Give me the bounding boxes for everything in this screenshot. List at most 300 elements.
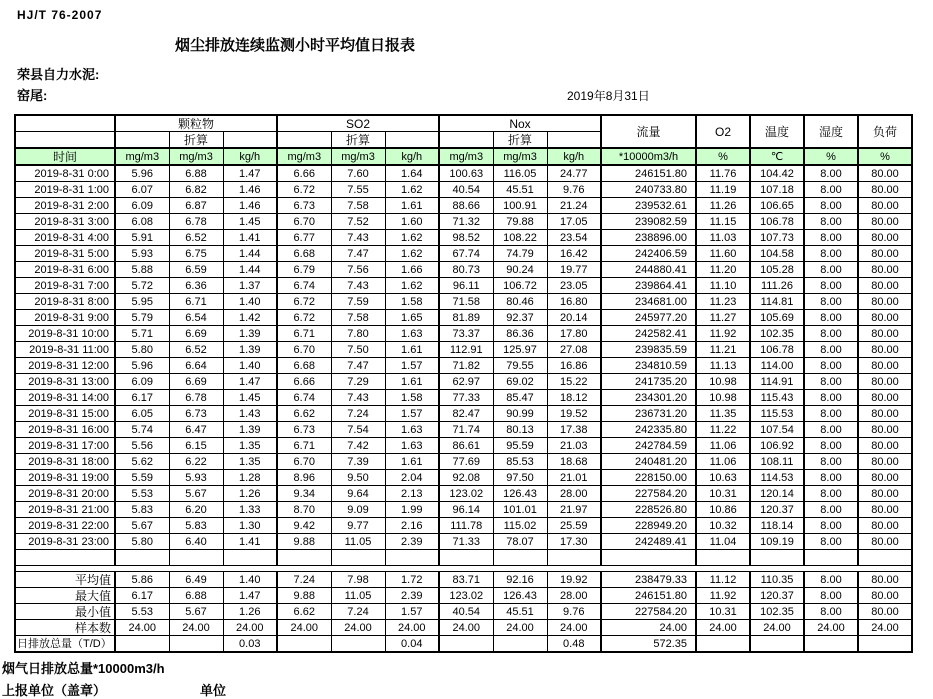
- value-cell: 6.88: [169, 588, 223, 604]
- value-cell: 112.91: [439, 342, 493, 358]
- table-row: [15, 454, 912, 470]
- value-cell: 7.39: [331, 454, 385, 470]
- value-cell: 6.74: [277, 278, 331, 294]
- value-cell: 11.27: [696, 310, 750, 326]
- separator-body: [15, 550, 912, 572]
- value-cell: 80.00: [858, 294, 912, 310]
- time-cell: 2019-8-31 13:00: [15, 374, 115, 390]
- value-cell: 109.19: [750, 534, 804, 550]
- value-cell: 6.72: [277, 182, 331, 198]
- value-cell: 8.00: [804, 454, 858, 470]
- value-cell: 71.74: [439, 422, 493, 438]
- value-cell: 6.73: [277, 422, 331, 438]
- value-cell: 1.62: [385, 182, 439, 198]
- time-cell: 2019-8-31 10:00: [15, 326, 115, 342]
- converted-header-nox: 折算: [493, 132, 547, 149]
- unit-header-nox-kgh: kg/h: [547, 148, 601, 165]
- blank-row: [15, 550, 912, 566]
- monitoring-table: [14, 114, 913, 653]
- value-cell: 21.01: [547, 470, 601, 486]
- value-cell: 1.26: [223, 486, 277, 502]
- value-cell: 126.43: [493, 588, 547, 604]
- value-cell: 6.15: [169, 438, 223, 454]
- value-cell: 9.09: [331, 502, 385, 518]
- value-cell: 105.28: [750, 262, 804, 278]
- group-header-load: 负荷: [858, 115, 912, 148]
- value-cell: 7.58: [331, 198, 385, 214]
- value-cell: 11.10: [696, 278, 750, 294]
- value-cell: 6.78: [169, 390, 223, 406]
- value-cell: 15.22: [547, 374, 601, 390]
- value-cell: 98.52: [439, 230, 493, 246]
- value-cell: 7.24: [331, 406, 385, 422]
- value-cell: 77.33: [439, 390, 493, 406]
- value-cell: 7.42: [331, 438, 385, 454]
- value-cell: 6.69: [169, 374, 223, 390]
- value-cell: 9.50: [331, 470, 385, 486]
- unit-label: 单位: [200, 683, 227, 698]
- unit-header-so2-mgm3: mg/m3: [277, 148, 331, 165]
- report-date: 2019年8月31日: [567, 89, 650, 103]
- summary-label-cell: 平均值: [15, 572, 115, 588]
- value-cell: 1.26: [223, 604, 277, 620]
- value-cell: 24.00: [277, 620, 331, 636]
- value-cell: 1.37: [223, 278, 277, 294]
- value-cell: [115, 636, 169, 653]
- value-cell: 18.12: [547, 390, 601, 406]
- value-cell: 95.59: [493, 438, 547, 454]
- value-cell: 1.62: [385, 230, 439, 246]
- value-cell: 1.72: [385, 572, 439, 588]
- value-cell: 1.57: [385, 406, 439, 422]
- value-cell: 5.67: [169, 604, 223, 620]
- value-cell: 1.63: [385, 422, 439, 438]
- value-cell: 71.33: [439, 534, 493, 550]
- value-cell: 106.92: [750, 438, 804, 454]
- value-cell: 111.78: [439, 518, 493, 534]
- time-cell: 2019-8-31 15:00: [15, 406, 115, 422]
- value-cell: 116.05: [493, 165, 547, 182]
- value-cell: 234810.59: [601, 358, 696, 374]
- value-cell: 5.62: [115, 454, 169, 470]
- value-cell: 125.97: [493, 342, 547, 358]
- value-cell: 80.00: [858, 390, 912, 406]
- value-cell: 104.58: [750, 246, 804, 262]
- value-cell: 246151.80: [601, 588, 696, 604]
- value-cell: 1.62: [385, 246, 439, 262]
- value-cell: 8.00: [804, 182, 858, 198]
- value-cell: [331, 636, 385, 653]
- value-cell: 1.61: [385, 342, 439, 358]
- value-cell: 1.44: [223, 246, 277, 262]
- group-header-o2: O2: [696, 115, 750, 148]
- value-cell: 7.24: [277, 572, 331, 588]
- value-cell: 10.98: [696, 374, 750, 390]
- value-cell: 80.00: [858, 438, 912, 454]
- value-cell: 228949.20: [601, 518, 696, 534]
- time-cell: 2019-8-31 21:00: [15, 502, 115, 518]
- value-cell: 90.24: [493, 262, 547, 278]
- value-cell: 1.47: [223, 165, 277, 182]
- value-cell: 2.13: [385, 486, 439, 502]
- value-cell: 7.58: [331, 310, 385, 326]
- summary-row: [15, 636, 912, 653]
- value-cell: 1.33: [223, 502, 277, 518]
- value-cell: 11.12: [696, 572, 750, 588]
- value-cell: 24.00: [601, 620, 696, 636]
- value-cell: 7.47: [331, 358, 385, 374]
- value-cell: 80.00: [858, 358, 912, 374]
- value-cell: 8.00: [804, 470, 858, 486]
- value-cell: 79.88: [493, 214, 547, 230]
- value-cell: 1.57: [385, 358, 439, 374]
- value-cell: 86.36: [493, 326, 547, 342]
- time-cell: 2019-8-31 16:00: [15, 422, 115, 438]
- value-cell: 86.61: [439, 438, 493, 454]
- value-cell: 6.59: [169, 262, 223, 278]
- value-cell: 239864.41: [601, 278, 696, 294]
- value-cell: 80.00: [858, 604, 912, 620]
- value-cell: 120.14: [750, 486, 804, 502]
- value-cell: [277, 636, 331, 653]
- value-cell: [601, 550, 696, 566]
- unit-header-pm-converted: mg/m3: [169, 148, 223, 165]
- value-cell: 6.68: [277, 358, 331, 374]
- value-cell: 101.01: [493, 502, 547, 518]
- value-cell: 123.02: [439, 486, 493, 502]
- group-header-row: [15, 115, 912, 132]
- time-cell: 2019-8-31 23:00: [15, 534, 115, 550]
- value-cell: 8.00: [804, 310, 858, 326]
- value-cell: 28.00: [547, 588, 601, 604]
- value-cell: 92.08: [439, 470, 493, 486]
- value-cell: 6.77: [277, 230, 331, 246]
- value-cell: 8.00: [804, 342, 858, 358]
- value-cell: 8.00: [804, 390, 858, 406]
- value-cell: 11.60: [696, 246, 750, 262]
- value-cell: 80.13: [493, 422, 547, 438]
- value-cell: 0.04: [385, 636, 439, 653]
- value-cell: 1.35: [223, 454, 277, 470]
- value-cell: 6.08: [115, 214, 169, 230]
- value-cell: [547, 550, 601, 566]
- value-cell: 18.68: [547, 454, 601, 470]
- summary-label-cell: 样本数: [15, 620, 115, 636]
- value-cell: 242406.59: [601, 246, 696, 262]
- table-row: [15, 470, 912, 486]
- value-cell: 5.83: [115, 502, 169, 518]
- time-cell: 2019-8-31 18:00: [15, 454, 115, 470]
- table-row: [15, 326, 912, 342]
- value-cell: 234301.20: [601, 390, 696, 406]
- unit-header-temp: ℃: [750, 148, 804, 165]
- value-cell: 16.86: [547, 358, 601, 374]
- value-cell: 80.00: [858, 486, 912, 502]
- value-cell: 8.00: [804, 486, 858, 502]
- value-cell: 1.58: [385, 294, 439, 310]
- value-cell: 17.80: [547, 326, 601, 342]
- value-cell: 5.83: [169, 518, 223, 534]
- value-cell: 6.20: [169, 502, 223, 518]
- value-cell: 6.52: [169, 342, 223, 358]
- value-cell: [493, 550, 547, 566]
- value-cell: 40.54: [439, 604, 493, 620]
- value-cell: 80.00: [858, 374, 912, 390]
- table-row: [15, 342, 912, 358]
- value-cell: 11.21: [696, 342, 750, 358]
- summary-body: [15, 572, 912, 653]
- value-cell: 6.47: [169, 422, 223, 438]
- value-cell: 2.39: [385, 588, 439, 604]
- value-cell: 8.70: [277, 502, 331, 518]
- value-cell: 19.92: [547, 572, 601, 588]
- value-cell: 24.00: [223, 620, 277, 636]
- value-cell: [439, 550, 493, 566]
- value-cell: 80.00: [858, 310, 912, 326]
- value-cell: 6.40: [169, 534, 223, 550]
- company-name: 荣县自力水泥:: [17, 67, 100, 82]
- table-row: [15, 165, 912, 182]
- value-cell: 1.42: [223, 310, 277, 326]
- value-cell: 7.55: [331, 182, 385, 198]
- group-header-humidity: 湿度: [804, 115, 858, 148]
- value-cell: 6.66: [277, 165, 331, 182]
- value-cell: 7.43: [331, 278, 385, 294]
- value-cell: 9.88: [277, 534, 331, 550]
- value-cell: 9.88: [277, 588, 331, 604]
- time-cell: 2019-8-31 20:00: [15, 486, 115, 502]
- value-cell: 120.37: [750, 588, 804, 604]
- value-cell: 88.66: [439, 198, 493, 214]
- time-header-spacer: [15, 115, 115, 132]
- value-cell: 5.74: [115, 422, 169, 438]
- value-cell: 6.88: [169, 165, 223, 182]
- value-cell: 71.32: [439, 214, 493, 230]
- value-cell: 90.99: [493, 406, 547, 422]
- value-cell: 1.40: [223, 572, 277, 588]
- value-cell: 11.20: [696, 262, 750, 278]
- value-cell: 6.17: [115, 588, 169, 604]
- value-cell: 242335.80: [601, 422, 696, 438]
- value-cell: 80.00: [858, 470, 912, 486]
- time-cell: 2019-8-31 2:00: [15, 198, 115, 214]
- value-cell: 8.00: [804, 422, 858, 438]
- group-header-temp: 温度: [750, 115, 804, 148]
- time-cell: 2019-8-31 17:00: [15, 438, 115, 454]
- value-cell: 234681.00: [601, 294, 696, 310]
- time-cell: 2019-8-31 14:00: [15, 390, 115, 406]
- group-header-pm: 颗粒物: [115, 115, 277, 132]
- table-row: [15, 486, 912, 502]
- value-cell: 1.58: [385, 390, 439, 406]
- value-cell: 80.00: [858, 518, 912, 534]
- value-cell: 6.71: [277, 438, 331, 454]
- unit-header-so2-kgh: kg/h: [385, 148, 439, 165]
- unit-header-so2-converted: mg/m3: [331, 148, 385, 165]
- time-cell: 2019-8-31 0:00: [15, 165, 115, 182]
- value-cell: 1.65: [385, 310, 439, 326]
- value-cell: 115.53: [750, 406, 804, 422]
- value-cell: 79.55: [493, 358, 547, 374]
- daily-report-page: [0, 8, 933, 698]
- value-cell: 1.43: [223, 406, 277, 422]
- value-cell: 6.87: [169, 198, 223, 214]
- summary-row: [15, 604, 912, 620]
- value-cell: 5.95: [115, 294, 169, 310]
- table-row: [15, 198, 912, 214]
- summary-row: [15, 572, 912, 588]
- value-cell: 5.80: [115, 342, 169, 358]
- empty-header-cell: [223, 132, 277, 149]
- table-row: [15, 262, 912, 278]
- group-header-nox: Nox: [439, 115, 601, 132]
- value-cell: 8.00: [804, 326, 858, 342]
- value-cell: 8.00: [804, 374, 858, 390]
- value-cell: 11.76: [696, 165, 750, 182]
- value-cell: [858, 550, 912, 566]
- kiln-label: 窑尾:: [17, 88, 48, 103]
- table-row: [15, 278, 912, 294]
- value-cell: 7.50: [331, 342, 385, 358]
- value-cell: 6.70: [277, 454, 331, 470]
- value-cell: 105.69: [750, 310, 804, 326]
- value-cell: 83.71: [439, 572, 493, 588]
- value-cell: [331, 550, 385, 566]
- value-cell: 62.97: [439, 374, 493, 390]
- value-cell: 6.54: [169, 310, 223, 326]
- value-cell: 104.42: [750, 165, 804, 182]
- summary-label-cell: 最大值: [15, 588, 115, 604]
- value-cell: 1.61: [385, 374, 439, 390]
- value-cell: 1.62: [385, 278, 439, 294]
- value-cell: 24.00: [858, 620, 912, 636]
- value-cell: 6.68: [277, 246, 331, 262]
- value-cell: 5.67: [169, 486, 223, 502]
- value-cell: 7.24: [331, 604, 385, 620]
- value-cell: 11.26: [696, 198, 750, 214]
- value-cell: 80.00: [858, 534, 912, 550]
- value-cell: 1.46: [223, 182, 277, 198]
- value-cell: 7.59: [331, 294, 385, 310]
- value-cell: 24.00: [331, 620, 385, 636]
- value-cell: [804, 550, 858, 566]
- value-cell: 85.47: [493, 390, 547, 406]
- value-cell: 17.38: [547, 422, 601, 438]
- value-cell: 20.14: [547, 310, 601, 326]
- value-cell: [858, 636, 912, 653]
- value-cell: 9.42: [277, 518, 331, 534]
- value-cell: 11.19: [696, 182, 750, 198]
- value-cell: 24.77: [547, 165, 601, 182]
- value-cell: 1.44: [223, 262, 277, 278]
- value-cell: 1.39: [223, 342, 277, 358]
- value-cell: 6.64: [169, 358, 223, 374]
- value-cell: 7.80: [331, 326, 385, 342]
- table-row: [15, 358, 912, 374]
- value-cell: 45.51: [493, 604, 547, 620]
- value-cell: 78.07: [493, 534, 547, 550]
- value-cell: 24.00: [385, 620, 439, 636]
- value-cell: 9.76: [547, 604, 601, 620]
- units-header-row: [15, 148, 912, 165]
- table-row: [15, 390, 912, 406]
- value-cell: 23.05: [547, 278, 601, 294]
- value-cell: 5.67: [115, 518, 169, 534]
- value-cell: 7.60: [331, 165, 385, 182]
- table-row: [15, 406, 912, 422]
- value-cell: 24.00: [696, 620, 750, 636]
- value-cell: 8.00: [804, 214, 858, 230]
- value-cell: 8.00: [804, 518, 858, 534]
- value-cell: 107.73: [750, 230, 804, 246]
- value-cell: 80.00: [858, 182, 912, 198]
- value-cell: 16.80: [547, 294, 601, 310]
- value-cell: 1.64: [385, 165, 439, 182]
- value-cell: 6.62: [277, 406, 331, 422]
- value-cell: 10.31: [696, 486, 750, 502]
- value-cell: 242784.59: [601, 438, 696, 454]
- value-cell: 1.39: [223, 326, 277, 342]
- value-cell: 11.13: [696, 358, 750, 374]
- table-header: [15, 115, 912, 165]
- value-cell: 241735.20: [601, 374, 696, 390]
- value-cell: 111.26: [750, 278, 804, 294]
- value-cell: 102.35: [750, 604, 804, 620]
- value-cell: 6.17: [115, 390, 169, 406]
- value-cell: 1.40: [223, 358, 277, 374]
- value-cell: 7.29: [331, 374, 385, 390]
- time-cell: 2019-8-31 7:00: [15, 278, 115, 294]
- value-cell: 9.77: [331, 518, 385, 534]
- value-cell: 6.07: [115, 182, 169, 198]
- value-cell: 120.37: [750, 502, 804, 518]
- value-cell: 19.52: [547, 406, 601, 422]
- value-cell: 228526.80: [601, 502, 696, 518]
- value-cell: 102.35: [750, 326, 804, 342]
- value-cell: 23.54: [547, 230, 601, 246]
- value-cell: 6.09: [115, 374, 169, 390]
- site-line: [17, 85, 933, 101]
- value-cell: [169, 550, 223, 566]
- value-cell: 6.05: [115, 406, 169, 422]
- value-cell: 6.73: [277, 198, 331, 214]
- hourly-data-body: [15, 165, 912, 550]
- value-cell: 246151.80: [601, 165, 696, 182]
- empty-header-cell: [547, 132, 601, 149]
- value-cell: 1.60: [385, 214, 439, 230]
- value-cell: 123.02: [439, 588, 493, 604]
- value-cell: 6.70: [277, 214, 331, 230]
- table-row: [15, 246, 912, 262]
- value-cell: 239532.61: [601, 198, 696, 214]
- value-cell: 24.00: [804, 620, 858, 636]
- time-cell: 2019-8-31 8:00: [15, 294, 115, 310]
- value-cell: 28.00: [547, 486, 601, 502]
- value-cell: 11.03: [696, 230, 750, 246]
- value-cell: 6.71: [277, 326, 331, 342]
- value-cell: 71.82: [439, 358, 493, 374]
- value-cell: 80.00: [858, 422, 912, 438]
- time-cell: 2019-8-31 22:00: [15, 518, 115, 534]
- value-cell: 9.64: [331, 486, 385, 502]
- table-row: [15, 534, 912, 550]
- value-cell: 10.32: [696, 518, 750, 534]
- value-cell: [385, 550, 439, 566]
- value-cell: 227584.20: [601, 486, 696, 502]
- value-cell: 67.74: [439, 246, 493, 262]
- value-cell: 6.62: [277, 604, 331, 620]
- empty-header-cell: [277, 132, 331, 149]
